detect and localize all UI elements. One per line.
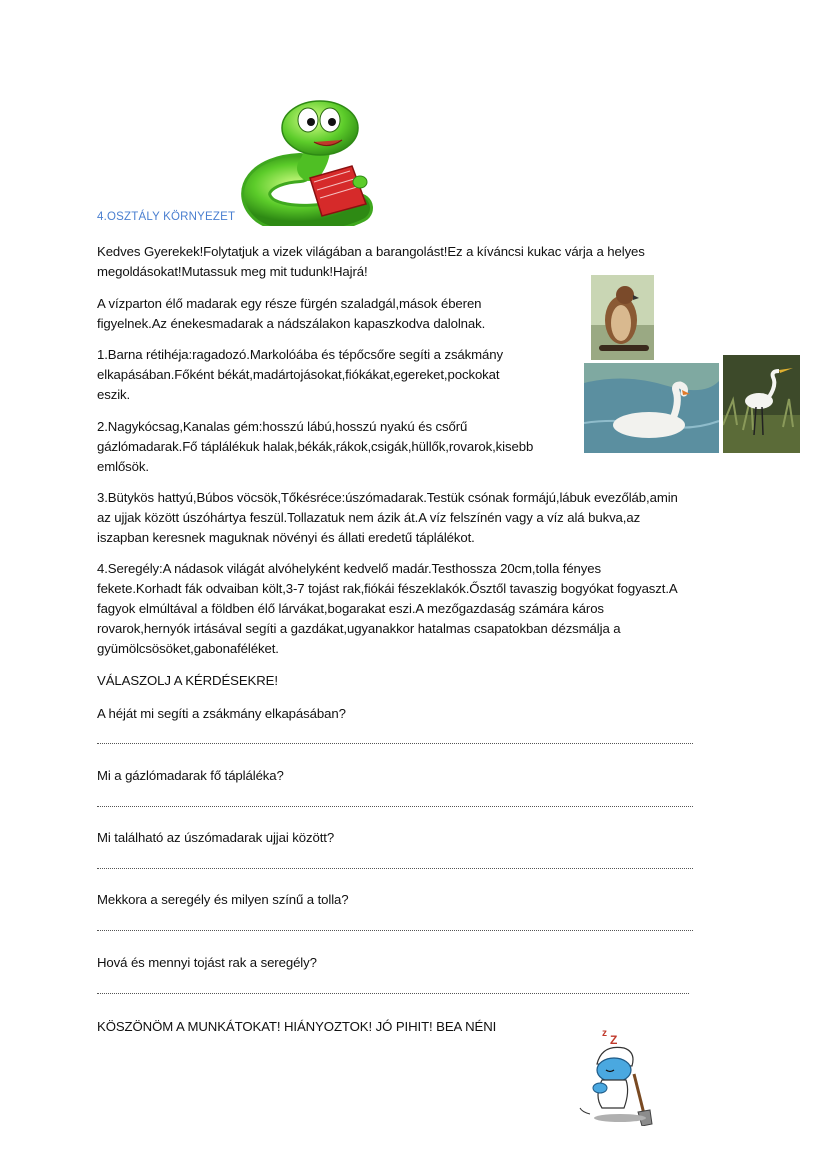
intro-line-2: megoldásokat!Mutassuk meg mit tudunk!Hajrá! (97, 264, 368, 279)
answer-line-5[interactable] (97, 991, 689, 994)
paragraph-1-line-1: A vízparton élő madarak egy része fürgén szaladgál,mások éberen (97, 296, 482, 311)
questions-heading: VÁLASZOLJ A KÉRDÉSEKRE! (97, 673, 278, 688)
egret-photo (723, 355, 800, 453)
answer-line-4[interactable] (97, 928, 693, 931)
answer-line-1[interactable] (97, 741, 693, 744)
worm-reading-book-icon (240, 98, 390, 226)
paragraph-2-line-3: eszik. (97, 387, 131, 402)
svg-text:z: z (602, 1028, 607, 1039)
paragraph-4-line-1: 3.Bütykös hattyú,Búbos vöcsök,Tőkésréce:úszómadarak.Testük csónak formájú,lábuk evezőláb,amin (97, 490, 678, 505)
paragraph-3-line-2: gázlómadarak.Fő táplálékuk halak,békák,rákok,csigák,hüllők,rovarok,kisebb (97, 439, 534, 454)
paragraph-3-line-1: 2.Nagykócsag,Kanalas gém:hosszú lábú,hosszú nyakú és csőrű (97, 419, 468, 434)
question-5: Hová és mennyi tojást rak a seregély? (97, 955, 317, 970)
paragraph-4-line-3: iszapban keresnek maguknak növényi és állati eredetű táplálékot. (97, 530, 475, 545)
svg-text:Z: Z (610, 1033, 618, 1047)
paragraph-2-line-2: elkapásában.Főként békát,madártojásokat,fiókákat,egereket,pockokat (97, 367, 500, 382)
paragraph-5-line-1: 4.Seregély:A nádasok világát alvóhelyként kedvelő madár.Testhossza 20cm,tolla fényes (97, 561, 602, 576)
swan-photo (584, 363, 719, 453)
answer-line-2[interactable] (97, 804, 693, 807)
paragraph-5-line-3: fagyok elmúltával a földben élő lárvákat,bogarakat eszi.A mezőgazdaság számára káros (97, 601, 604, 616)
paragraph-3-line-3: emlősök. (97, 459, 149, 474)
intro-line-1: Kedves Gyerekek!Folytatjuk a vizek világában a barangolást!Ez a kíváncsi kukac várja a helyes (97, 244, 645, 259)
question-4: Mekkora a seregély és milyen színű a tolla? (97, 892, 349, 907)
answer-line-3[interactable] (97, 866, 693, 869)
page-title: 4.OSZTÁLY KÖRNYEZET (97, 211, 236, 223)
paragraph-1-line-2: figyelnek.Az énekesmadarak a nádszálakon kapaszkodva dalolnak. (97, 316, 486, 331)
paragraph-4-line-2: az ujjak között úszóhártya feszül.Tollazatuk nem ázik át.A víz felszínén vagy a víz alá bukva,az (97, 510, 641, 525)
paragraph-5-line-5: gyümölcsösöket,gabonaféléket. (97, 641, 279, 656)
sleeping-smurf-with-shovel-icon (572, 1026, 672, 1126)
question-3: Mi található az úszómadarak ujjai között? (97, 830, 335, 845)
question-2: Mi a gázlómadarak fő tápláléka? (97, 768, 284, 783)
paragraph-2-line-1: 1.Barna rétihéja:ragadozó.Markolóába és tépőcsőre segíti a zsákmány (97, 347, 504, 362)
hawk-photo (591, 275, 654, 360)
closing-text: KÖSZÖNÖM A MUNKÁTOKAT! HIÁNYOZTOK! JÓ PIHIT! BEA NÉNI (97, 1019, 497, 1034)
paragraph-5-line-2: fekete.Korhadt fák odvaiban költ,3-7 tojást rak,fiókái fészeklakók.Ősztől tavaszig bogyókat fogyaszt.A (97, 581, 678, 596)
paragraph-5-line-4: rovarok,hernyók irtásával segíti a gazdákat,ugyanakkor hatalmas csapatokban dézsmálja a (97, 621, 621, 636)
question-1: A héját mi segíti a zsákmány elkapásában? (97, 706, 346, 721)
